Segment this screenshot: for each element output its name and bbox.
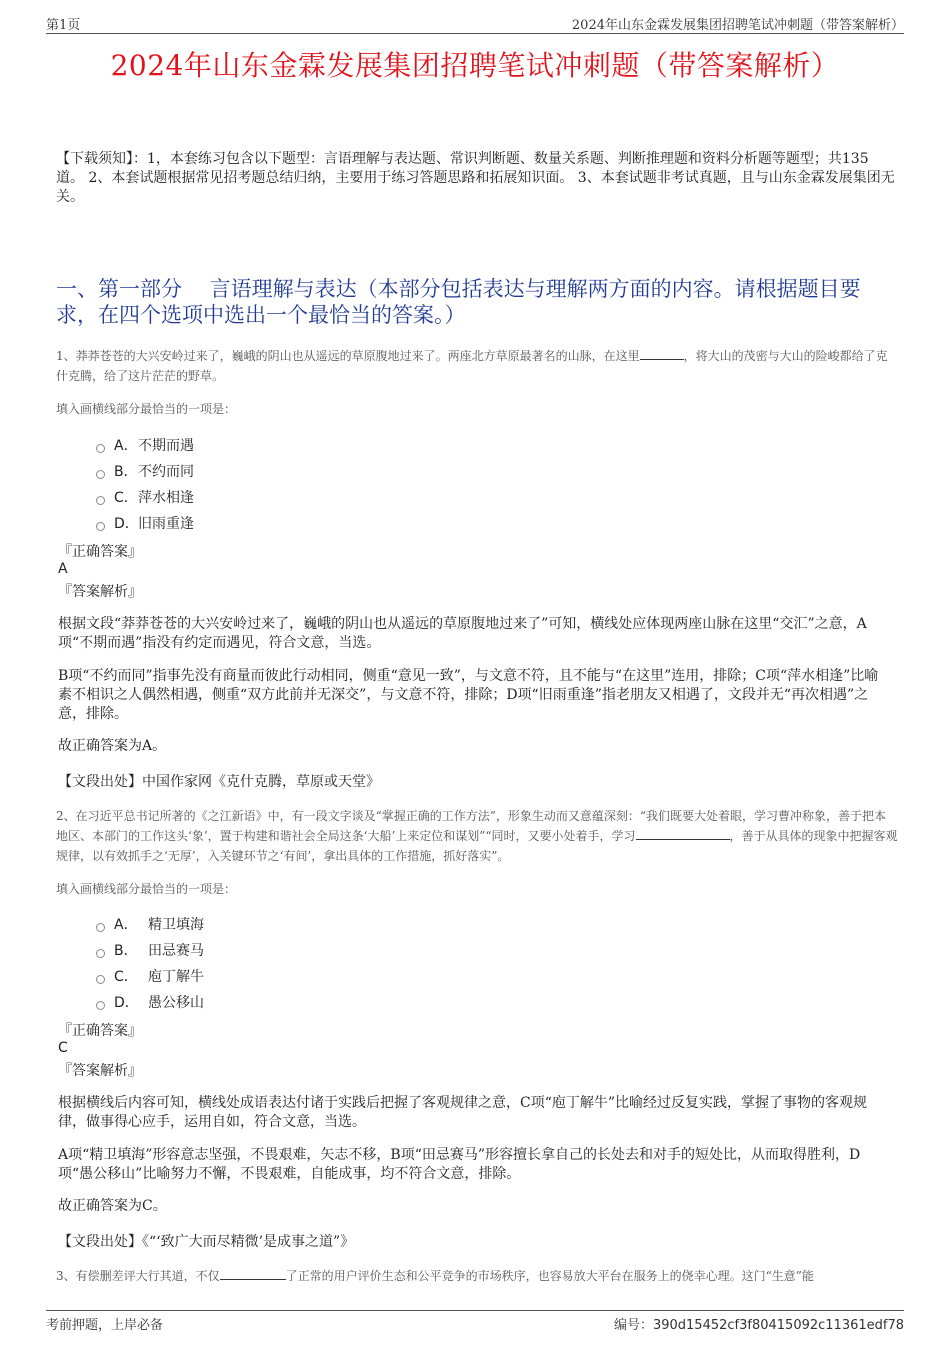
radio-icon[interactable]	[96, 496, 105, 505]
analysis-paragraph: 根据文段“莽莽苍苍的大兴安岭过来了，巍峨的阴山也从遥远的草原腹地过来了”可知，横线处应体现两座山脉在这里“交汇”之意，A项“不期而遇”指没有约定而遇见，符合文意，当选。	[58, 616, 867, 651]
option-b[interactable]: B． 不约而同	[96, 458, 194, 484]
answer-blank	[640, 347, 684, 360]
question-1-stem: 1、莽莽苍苍的大兴安岭过来了，巍峨的阴山也从遥远的草原腹地过来了。两座北方草原最著名的山脉，在这里 ，将大山的茂密与大山的险峻都给了克什克腾，给了这片茫茫的野草。	[56, 349, 888, 383]
option-d[interactable]: D． 愚公移山	[96, 989, 204, 1015]
radio-icon[interactable]	[96, 444, 105, 453]
page-number: 第1页	[46, 18, 81, 33]
source-citation: 【文段出处】《“‘致广大而尽精微’是成事之道”》	[58, 1234, 355, 1250]
radio-icon[interactable]	[96, 522, 105, 531]
analysis-paragraph: B项“不约而同”指事先没有商量而彼此行动相同，侧重“意见一致”，与文意不符，且不能与“在这里”连用，排除；C项“萍水相逢”比喻素不相识之人偶然相遇，侧重“双方此前并无深交”，与文意不符，排除；D项“旧雨重逢”指老朋友又相遇了，文段并无“再次相遇”之意，排除。	[58, 668, 879, 722]
analysis-paragraph: A项“精卫填海”形容意志坚强，不畏艰难，矢志不移，B项“田忌赛马”形容擅长拿自己的长处去和对手的短处比，从而取得胜利，D项“愚公移山”比喻努力不懈，不畏艰难，自能成事，均不符合文意，排除。	[58, 1147, 861, 1182]
correct-answer: C	[58, 1040, 68, 1056]
page-footer	[46, 1310, 904, 1333]
fill-prompt: 填入画横线部分最恰当的一项是：	[56, 402, 237, 416]
answer-blank	[220, 1267, 286, 1280]
option-c[interactable]: C． 萍水相逢	[96, 484, 194, 510]
question-2-stem: 2、在习近平总书记所著的《之江新语》中，有一段文字谈及“掌握正确的工作方法”，形象生动而又意蕴深刻：“我们既要大处着眼，学习曹冲称象，善于把本地区、本部门的工作这头‘象’，置于构建和谐社会全局这条‘大船’上来定位和谋划”“同时，又要小处着手，学习 ，善于从具体的现象中把握客观规律，以有效抓手之‘无厚’，入关键环节之‘有间’，拿出具体的工作措施，抓好落实”。	[56, 809, 898, 863]
correct-answer: A	[58, 561, 68, 577]
page-header	[46, 13, 904, 34]
question-1-options	[96, 432, 194, 536]
question-3-stem: 3、有偿删差评大行其道，不仅 了正常的用户评价生态和公平竞争的市场秩序，也容易放大平台在服务上的侥幸心理。这门“生意”能	[56, 1269, 814, 1283]
radio-icon[interactable]	[96, 1001, 105, 1010]
footer-slogan: 考前押题，上岸必备	[46, 1318, 164, 1333]
correct-answer-label: 『正确答案』	[58, 1023, 142, 1039]
option-d[interactable]: D． 旧雨重逢	[96, 510, 194, 536]
radio-icon[interactable]	[96, 949, 105, 958]
analysis-label: 『答案解析』	[58, 584, 142, 600]
radio-icon[interactable]	[96, 923, 105, 932]
analysis-conclusion: 故正确答案为A。	[58, 738, 167, 754]
analysis-label: 『答案解析』	[58, 1063, 142, 1079]
analysis-conclusion: 故正确答案为C。	[58, 1198, 167, 1214]
correct-answer-label: 『正确答案』	[58, 544, 142, 560]
option-a[interactable]: A． 精卫填海	[96, 911, 204, 937]
section-heading: 一、第一部分 言语理解与表达（本部分包括表达与理解两方面的内容。请根据题目要求，在四个选项中选出一个最恰当的答案。）	[56, 277, 861, 327]
option-b[interactable]: B． 田忌赛马	[96, 937, 204, 963]
document-code: 编号：390d15452cf3f80415092c11361edf78	[613, 1318, 904, 1333]
option-c[interactable]: C． 庖丁解牛	[96, 963, 204, 989]
fill-prompt: 填入画横线部分最恰当的一项是：	[56, 882, 237, 896]
download-notice: 【下载须知】：1，本套练习包含以下题型：言语理解与表达题、常识判断题、数量关系题、判断推理题和资料分析题等题型；共135道。 2、本套试题根据常见招考题总结归纳，主要用于练习答题思路和拓展知识面。 3、本套试题非考试真题，且与山东金霖发展集团无关。	[56, 151, 895, 205]
radio-icon[interactable]	[96, 470, 105, 479]
document-title: 2024年山东金霖发展集团招聘笔试冲刺题（带答案解析）	[110, 49, 840, 82]
radio-icon[interactable]	[96, 975, 105, 984]
option-a[interactable]: A． 不期而遇	[96, 432, 194, 458]
analysis-paragraph: 根据横线后内容可知，横线处成语表达付诸于实践后把握了客观规律之意，C项“庖丁解牛”比喻经过反复实践，掌握了事物的客观规律，做事得心应手，运用自如，符合文意，当选。	[58, 1095, 868, 1130]
header-doc-title: 2024年山东金霖发展集团招聘笔试冲刺题（带答案解析）	[571, 18, 904, 33]
answer-blank	[636, 827, 730, 840]
source-citation: 【文段出处】中国作家网《克什克腾，草原或天堂》	[58, 774, 380, 790]
question-2-options	[96, 911, 204, 1015]
